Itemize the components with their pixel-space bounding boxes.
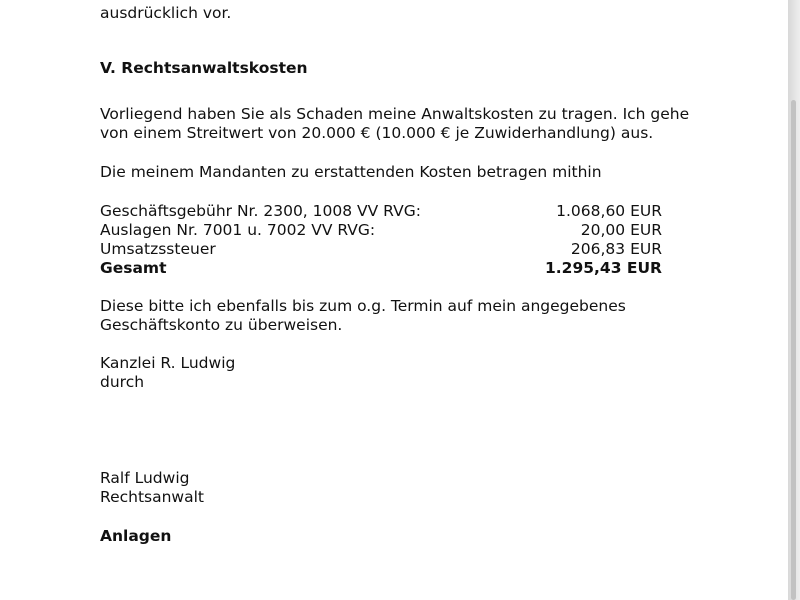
signer-name: Ralf Ludwig (100, 469, 190, 487)
cost-item-amount: 20,00 EUR (580, 221, 662, 239)
previous-paragraph-tail: ausdrücklich vor. (100, 4, 232, 22)
payment-text: Diese bitte ich ebenfalls bis zum o.g. Termin auf mein angegebenes (100, 297, 626, 315)
cost-item-amount: 206,83 EUR (570, 240, 662, 258)
cost-item-label: Auslagen Nr. 7001 u. 7002 VV RVG: (100, 221, 376, 239)
firm-name: Kanzlei R. Ludwig (100, 354, 236, 372)
paragraph-text: Vorliegend haben Sie als Schaden meine Anwaltskosten zu tragen. Ich gehe (100, 105, 690, 123)
total-label: Gesamt (100, 259, 167, 277)
signer-title: Rechtsanwalt (100, 488, 204, 506)
attachments-heading: Anlagen (100, 527, 172, 545)
cost-item-label: Umsatzssteuer (100, 240, 216, 258)
paragraph-text: von einem Streitwert von 20.000 € (10.000 € je Zuwiderhandlung) aus. (100, 124, 654, 142)
section-heading: V. Rechtsanwaltskosten (100, 59, 308, 77)
scrollbar-thumb[interactable] (791, 100, 796, 600)
payment-text: Geschäftskonto zu überweisen. (100, 316, 343, 334)
cost-item-amount: 1.068,60 EUR (556, 202, 662, 220)
cropped-previous-line (100, 0, 660, 1)
costs-intro: Die meinem Mandanten zu erstattenden Kosten betragen mithin (100, 163, 602, 181)
cost-item-label: Geschäftsgebühr Nr. 2300, 1008 VV RVG: (100, 202, 421, 220)
signature-by: durch (100, 373, 145, 391)
total-amount: 1.295,43 EUR (545, 259, 662, 277)
